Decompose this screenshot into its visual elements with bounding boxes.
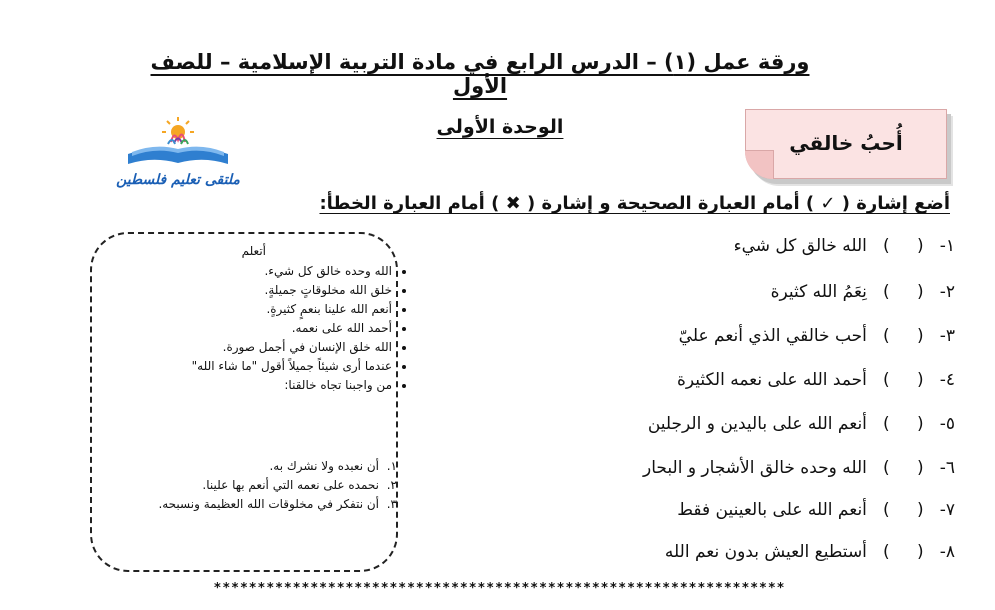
answer-blank[interactable]: ( ) [882,370,924,390]
question-number: ١- [939,236,955,256]
learn-bullets [124,262,410,395]
worksheet-title: ورقة عمل (١) – الدرس الرابع في مادة التربية الإسلامية – للصف الأول [150,50,810,98]
learn-bullet: • من واجبنا تجاه خالقنا: [124,376,392,395]
question-text: الله وحده خالق الأشجار و البحار [643,458,867,478]
question-text: أستطيع العيش بدون نعم الله [664,542,867,562]
answer-blank[interactable]: ( ) [882,414,924,434]
question-text: أحمد الله على نعمه الكثيرة [677,370,867,390]
footer-stars: ***************************************************************** [214,581,786,596]
instruction-text: أضع إشارة ( ✓ ) أمام العبارة الصحيحة و إشارة ( ✖ ) أمام العبارة الخطأ: [319,193,950,214]
question-number: ٤- [939,370,955,390]
question-number: ٧- [939,500,955,520]
sun-icon [162,117,194,144]
answer-blank[interactable]: ( ) [882,542,924,562]
duty-item [124,495,397,514]
answer-blank[interactable]: ( ) [882,458,924,478]
learn-bullet: • أنعم الله علينا بنعمٍ كثيرةٍ. [124,300,392,319]
question-item [435,282,955,302]
logo-text: ملتقى تعليم فلسطين [116,172,240,188]
question-item [435,458,955,478]
duty-number: ٢. [386,478,397,492]
learn-bullet: • الله وحده خالق كل شيء. [124,262,392,281]
duty-number: ٣. [386,497,397,511]
question-text: أنعم الله على بالعينين فقط [677,500,867,520]
question-item [435,414,955,434]
learn-box [90,232,398,572]
answer-blank[interactable]: ( ) [882,500,924,520]
unit-title: الوحدة الأولى [436,116,564,138]
duty-text: أن نتفكر في مخلوقات الله العظيمة ونسبحه. [158,497,379,511]
question-number: ٨- [939,542,955,562]
question-item [435,326,955,346]
question-item [435,542,955,562]
question-text: أنعم الله على باليدين و الرجلين [647,414,867,434]
learn-bullet: • عندما أرى شيئاً جميلاً أقول "ما شاء الله" [124,357,392,376]
learn-title: أتعلم [241,244,266,258]
answer-blank[interactable]: ( ) [882,236,924,256]
answer-blank[interactable]: ( ) [882,282,924,302]
question-item [435,370,955,390]
open-book-icon [98,112,258,174]
question-text: الله خالق كل شيء [733,236,867,256]
question-item [435,236,955,256]
lesson-title: أُحبُ خالقي [789,131,903,155]
question-number: ٦- [939,458,955,478]
lesson-banner [745,109,947,179]
learn-bullet: • خلق الله مخلوقاتٍ جميلةٍ. [124,281,392,300]
duties-list [124,457,397,514]
question-text: نِعَمُ الله كثيرة [770,282,867,302]
learn-bullet: • أحمد الله على نعمه. [124,319,392,338]
duty-text: أن نعبده ولا نشرك به. [269,459,379,473]
duty-item [124,476,397,495]
question-text: أحب خالقي الذي أنعم عليّ [678,326,867,346]
learn-bullet: • الله خلق الإنسان في أجمل صورة. [124,338,392,357]
question-number: ٥- [939,414,955,434]
duty-text: نحمده على نعمه التي أنعم بها علينا. [202,478,379,492]
logo [98,112,258,197]
duty-number: ١. [386,459,397,473]
instruction [300,193,950,214]
question-item [435,500,955,520]
answer-blank[interactable]: ( ) [882,326,924,346]
question-number: ٣- [939,326,955,346]
question-number: ٢- [939,282,955,302]
duty-item [124,457,397,476]
